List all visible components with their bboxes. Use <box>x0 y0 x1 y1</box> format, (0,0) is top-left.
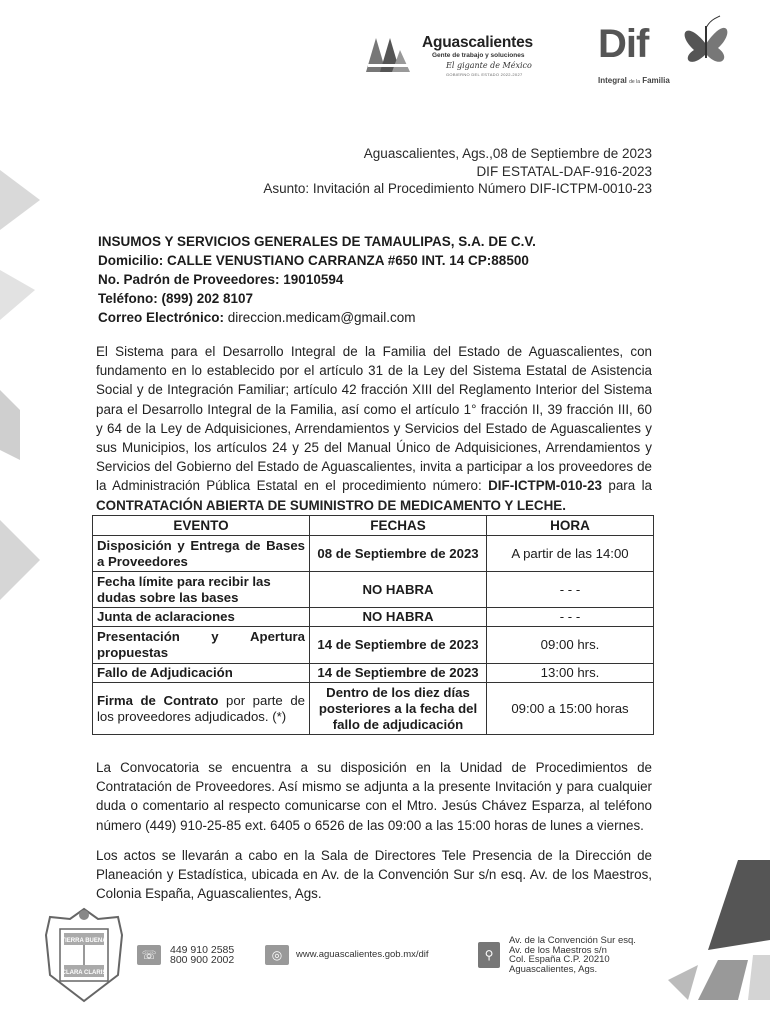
phone-icon: ☏ <box>137 945 161 965</box>
footer-phone-1: 449 910 2585 <box>170 944 235 956</box>
footer-phone-2: 800 900 2002 <box>170 954 235 966</box>
recipient-phone: Teléfono: (899) 202 8107 <box>98 291 254 306</box>
table-row: Presentación y Apertura propuestas 14 de Septiembre de 2023 09:00 hrs. <box>93 627 654 664</box>
procedure-number: DIF-ICTPM-010-23 <box>488 478 602 494</box>
column-header-dates: FECHAS <box>310 516 487 536</box>
body-paragraph-3: Los actos se llevarán a cabo en la Sala de Directores Tele Presencia de la Dirección de Planeación y Estadística, ubicada en Av. de la Convención Sur s/n esq. Av. de los Maestros, Colonia España, Aguascalientes, Ags. <box>96 848 652 902</box>
aguascalientes-logo <box>366 30 562 80</box>
table-header-row <box>93 516 654 536</box>
aguascalientes-logo-cursive: El gigante de México <box>446 61 532 70</box>
dif-logo-name: Dif <box>598 22 649 66</box>
reference-number: DIF ESTATAL-DAF-916-2023 <box>476 163 652 179</box>
globe-icon: ◎ <box>265 945 289 965</box>
subject-line: Asunto: Invitación al Procedimiento Número DIF-ICTPM-0010-23 <box>263 181 652 196</box>
column-header-event: EVENTO <box>93 516 310 536</box>
recipient-email: Correo Electrónico: direccion.medicam@gmail.com <box>98 310 416 325</box>
svg-text:CLARA CLARIS: CLARA CLARIS <box>61 970 107 976</box>
footer-decorative-shapes <box>668 860 770 1010</box>
body-paragraph-2: La Convocatoria se encuentra a su disposición en la Unidad de Procedimientos de Contratación de Proveedores. Así mismo se adjunta a la presente Invitación y para cualquier duda o comentario al respecto comunicarse con el Mtro. Jesús Chávez Esparza, al teléfono número (449) 910-25-85 ext. 6405 o 6526 de las 09:00 a las 15:00 horas de lunes a viernes. <box>96 760 652 833</box>
body-paragraph-1: El Sistema para el Desarrollo Integral de la Familia del Estado de Aguascalientes, con fundamento en lo establecido por el artículo 31 de la Ley del Sistema Estatal de Asistencia Social y de Integración Familiar; artículo 42 fracción XIII del Reglamento Interior del Sistema para el Desarrollo Integral de la Familia, así como el artículo 1° fracción II, 39 fracción III, 60 y 64 de la Ley de Adquisiciones, Arrendamientos y Servicios del Estado de Aguascalientes y sus Municipios, los artículos 24 y 25 del Manual Único de Adquisiciones, Arrendamientos y Servicios del Gobierno del Estado de Aguascalientes, invita a participar a los proveedores de la Administración Pública Estatal en el procedimiento número: DIF-ICTPM-010-23 para la CONTRATACIÓN ABIERTA DE SUMINISTRO DE MEDICAMENTO Y LECHE. <box>96 344 652 513</box>
contract-title: CONTRATACIÓN ABIERTA DE SUMINISTRO DE MEDICAMENTO Y LECHE. <box>96 497 566 513</box>
table-row: Disposición y Entrega de Bases a Proveedores 08 de Septiembre de 2023 A partir de las 14:00 <box>93 536 654 572</box>
dif-logo-subtitle: Integral de la Familia <box>598 76 670 85</box>
footer-phones <box>170 945 234 965</box>
svg-text:TIERRA BUENA: TIERRA BUENA <box>61 938 107 944</box>
place-date: Aguascalientes, Ags.,08 de Septiembre de 2023 <box>363 146 652 161</box>
state-seal-icon <box>38 905 130 1005</box>
aguascalientes-logo-tiny: GOBIERNO DEL ESTADO 2022-2027 <box>446 72 523 77</box>
recipient-registry: No. Padrón de Proveedores: 19010594 <box>98 272 344 287</box>
letter-header-info <box>263 145 652 198</box>
recipient-company: INSUMOS Y SERVICIOS GENERALES DE TAMAULIPAS, S.A. DE C.V. <box>98 234 536 249</box>
recipient-block <box>98 232 536 327</box>
table-row: Firma de Contrato por parte de los proveedores adjudicados. (*) Dentro de los diez días posteriores a la fecha del fallo de adjudicación 09:00 a 15:00 horas <box>93 683 654 735</box>
aguascalientes-logo-slogan: Gente de trabajo y soluciones <box>432 52 525 59</box>
location-pin-icon: ⚲ <box>478 942 500 968</box>
footer-address: Av. de la Convención Sur esq. Av. de los Maestros s/n Col. España C.P. 20210 Aguascalientes, Ags. <box>509 935 636 976</box>
footer-website[interactable]: www.aguascalientes.gob.mx/dif <box>296 949 429 960</box>
aguascalientes-emblem-icon <box>366 34 412 74</box>
schedule-table <box>92 515 654 735</box>
butterfly-icon <box>676 14 736 72</box>
table-row: Fecha límite para recibir las dudas sobre las bases NO HABRA - - - <box>93 572 654 608</box>
recipient-address: Domicilio: CALLE VENUSTIANO CARRANZA #650 INT. 14 CP:88500 <box>98 253 529 268</box>
table-row: Junta de aclaraciones NO HABRA - - - <box>93 608 654 627</box>
table-row: Fallo de Adjudicación 14 de Septiembre de 2023 13:00 hrs. <box>93 664 654 683</box>
dif-logo <box>598 14 738 84</box>
column-header-time: HORA <box>487 516 654 536</box>
aguascalientes-logo-name: Aguascalientes <box>422 34 533 51</box>
decorative-shapes <box>0 160 50 620</box>
